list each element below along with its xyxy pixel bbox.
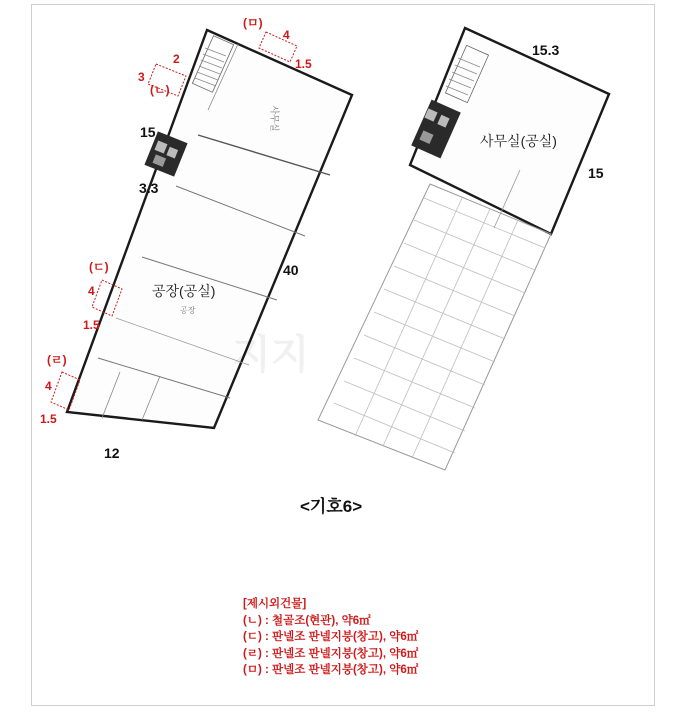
annex-r-depth: 1.5 <box>40 412 57 426</box>
dim-left-15: 15 <box>140 124 156 140</box>
room-office-right: 사무실(공실) <box>480 133 557 149</box>
dim-left-40: 40 <box>283 262 299 278</box>
annex-m-mark: (ㅁ) <box>243 16 263 30</box>
legend-title: [제시외건물] <box>243 598 307 610</box>
annex-n-depth: 3 <box>138 70 145 84</box>
dim-left-12: 12 <box>104 445 120 461</box>
annex-d-width: 4 <box>88 284 95 298</box>
room-factory-small: 공장 <box>180 306 196 315</box>
room-factory: 공장(공실) <box>152 283 216 299</box>
annex-r-width: 4 <box>45 379 52 393</box>
annex-n-width: 2 <box>173 52 180 66</box>
legend-block <box>243 596 418 679</box>
annex-m-depth: 1.5 <box>295 57 312 71</box>
legend-item: (ㄷ) : 판넬조 판넬지붕(창고), 약6㎡ <box>243 631 419 643</box>
dim-right-15: 15 <box>588 165 604 181</box>
annex-d-mark: (ㄷ) <box>89 260 109 274</box>
annex-r-mark: (ㄹ) <box>47 353 67 367</box>
annex-m-width: 4 <box>283 28 290 42</box>
legend-item: (ㄹ) : 판넬조 판넬지붕(창고), 약6㎡ <box>243 647 419 660</box>
annex-d-depth: 1.5 <box>83 318 100 332</box>
legend-item: (ㅁ) : 판넬조 판넬지붕(창고), 약6㎡ <box>243 664 419 676</box>
dim-right-15-3: 15.3 <box>532 42 560 58</box>
annex-n-mark: (ㄴ) <box>150 83 170 97</box>
drawing-caption: <기호6> <box>300 497 363 516</box>
legend-item: (ㄴ) : 철골조(현관), 약6㎡ <box>243 614 371 627</box>
right-building <box>318 28 609 470</box>
watermark: 지지 <box>232 333 310 377</box>
dim-left-3-3: 3.3 <box>139 180 159 196</box>
room-office-left: 사무실 <box>269 105 280 132</box>
